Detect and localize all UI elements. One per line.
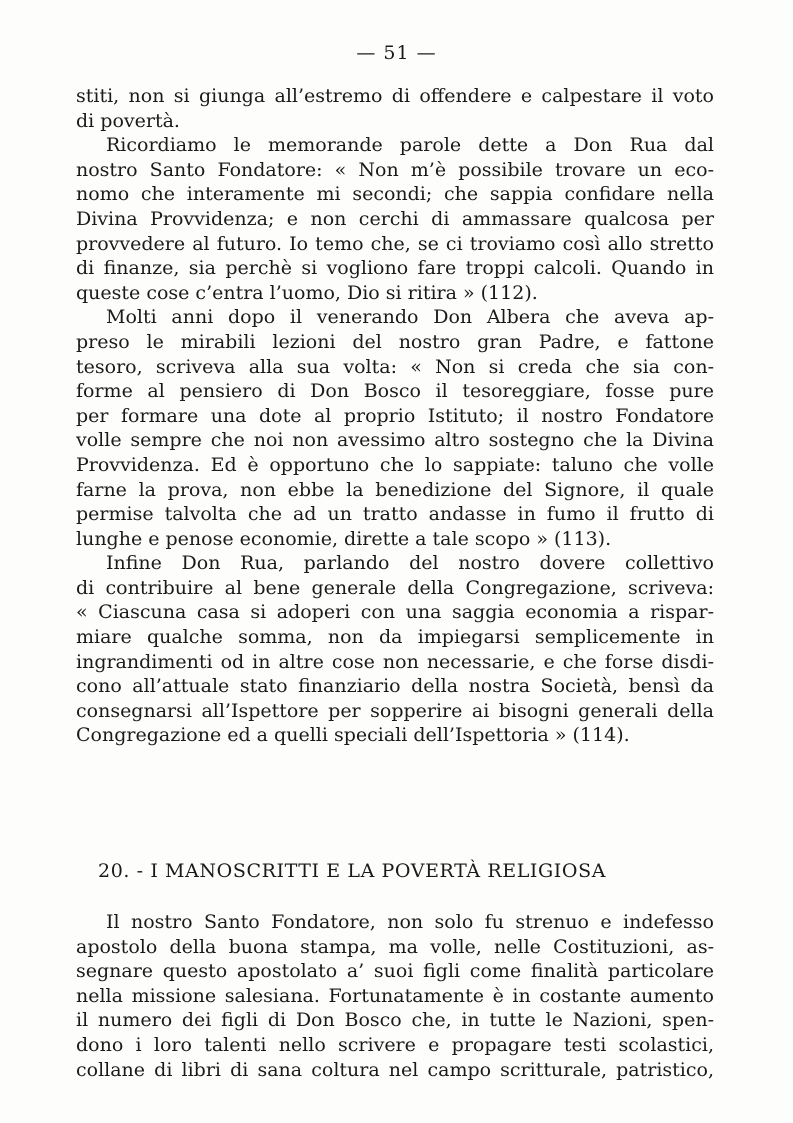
text-line: queste cose c’entra l’uomo, Dio si ritira » (112). <box>76 281 538 304</box>
text-line: preso le mirabili lezioni del nostro gran Padre, e fattone <box>76 330 714 353</box>
text-line: collane di libri di sana coltura nel campo scritturale, patristico, <box>76 1058 714 1081</box>
text-line: « Ciascuna casa si adoperi con una saggia economia a rispar- <box>76 601 714 624</box>
text-line: Divina Provvidenza; e non cerchi di ammassare qualcosa per <box>76 207 714 230</box>
text-line: per formare una dote al proprio Istituto; il nostro Fondatore <box>76 404 714 427</box>
text-line: nostro Santo Fondatore: « Non m’è possibile trovare un eco- <box>76 158 714 181</box>
text-line: Il nostro Santo Fondatore, non solo fu strenuo e indefesso <box>106 911 714 933</box>
text-line: nella missione salesiana. Fortunatamente è in costante aumento <box>76 984 714 1007</box>
text-line: il numero dei figli di Don Bosco che, in tutte le Nazioni, spen- <box>76 1009 714 1032</box>
text-line: dono i loro talenti nello scrivere e propagare testi scolastici, <box>76 1033 714 1056</box>
text-line: permise talvolta che ad un tratto andasse in fumo il frutto di <box>76 503 714 526</box>
text-line: Molti anni dopo il venerando Don Albera che aveva ap- <box>106 306 714 329</box>
text-line: cono all’attuale stato finanziario della nostra Società, bensì da <box>76 675 714 698</box>
text-line: nomo che interamente mi secondi; che sappia confidare nella <box>76 183 714 206</box>
text-line: segnare questo apostolato a’ suoi figli come finalità particolare <box>76 960 714 983</box>
text-line: Infine Don Rua, parlando del nostro dovere collettivo <box>106 552 714 575</box>
text-line: lunghe e penose economie, dirette a tale scopo » (113). <box>76 527 612 550</box>
text-line: di contribuire al bene generale della Congregazione, scriveva: <box>76 576 714 599</box>
text-line: miare qualche somma, non da impiegarsi semplicemente in <box>76 626 714 649</box>
page-number: — 51 — <box>356 42 437 64</box>
text-line: consegnarsi all’Ispettore per sopperire ai bisogni generali della <box>76 699 714 722</box>
text-line: di povertà. <box>76 109 180 132</box>
body-text-top <box>76 84 714 748</box>
text-line: stiti, non si giunga all’estremo di offendere e calpestare il voto <box>76 85 714 107</box>
text-line: apostolo della buona stampa, ma volle, nelle Costituzioni, as- <box>76 935 714 958</box>
text-line: ingrandimenti od in altre cose non necessarie, e che forse disdi- <box>76 650 714 673</box>
text-line: farne la prova, non ebbe la benedizione del Signore, il quale <box>76 478 714 501</box>
section-heading: 20. - I MANOSCRITTI E LA POVERTÀ RELIGIOSA <box>98 860 607 882</box>
text-line: tesoro, scriveva alla sua volta: « Non si creda che sia con- <box>76 355 714 378</box>
text-line: Congregazione ed a quelli speciali dell’Ispettoria » (114). <box>76 724 630 747</box>
text-line: di finanze, sia perchè si vogliono fare troppi calcoli. Quando in <box>76 257 714 280</box>
text-line: forme al pensiero di Don Bosco il tesoreggiare, fosse pure <box>76 380 714 403</box>
body-text-bottom <box>76 910 714 1082</box>
text-line: provvedere al futuro. Io temo che, se ci troviamo così allo stretto <box>76 232 714 255</box>
text-line: volle sempre che noi non avessimo altro sostegno che la Divina <box>76 429 714 452</box>
text-line: Provvidenza. Ed è opportuno che lo sappiate: taluno che volle <box>76 453 714 476</box>
text-line: Ricordiamo le memorande parole dette a Don Rua dal <box>106 134 714 157</box>
